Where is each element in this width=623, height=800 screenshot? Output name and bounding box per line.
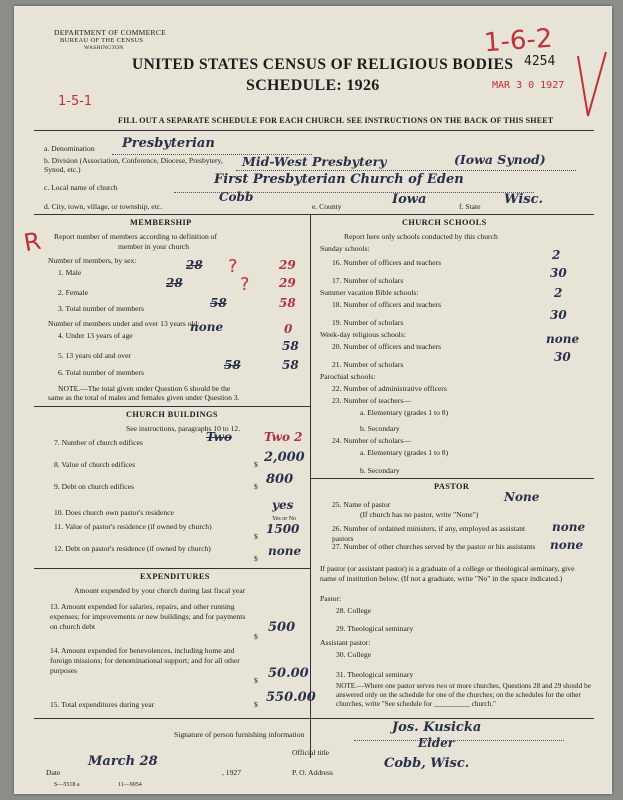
stamp-date: MAR 3 0 1927 [492, 80, 565, 91]
row-2-value: 29 [279, 276, 296, 290]
row-9-label: 9. Debt on church edifices [54, 482, 134, 491]
summer-schools-label: Summer vacation Bible schools: [320, 288, 419, 297]
row-20-value: none [546, 332, 580, 346]
row-10-label: 10. Does church own pastor's residence [54, 508, 174, 517]
row-2-label: 2. Female [58, 288, 88, 297]
row-6-label: 6. Total number of members [58, 368, 145, 377]
row-31-label: 31. Theological seminary [336, 670, 414, 679]
row-4-orig: none [190, 320, 224, 334]
stamp-number: 4254 [524, 54, 556, 69]
sunday-schools-label: Sunday schools: [320, 244, 370, 253]
division-note: (Iowa Synod) [454, 152, 546, 167]
division-label: b. Division (Association, Conference, Diocese, Presbytery, Synod, etc.) [44, 156, 223, 174]
official-title-label: Official title [292, 748, 330, 757]
schools-intro: Report here only schools conducted by this church [344, 232, 498, 241]
row-14-value: 50.00 [268, 666, 309, 681]
row-25-note: (If church has no pastor, write "None") [360, 510, 479, 519]
membership-note-1: NOTE.—The total given under Question 6 should be the [58, 384, 231, 393]
row-8-value: 2,000 [264, 450, 305, 465]
row-3-value: 58 [279, 296, 296, 310]
dollar-sign-15: $ [254, 700, 258, 709]
expenditures-heading: EXPENDITURES [140, 572, 210, 581]
parochial-schools-label: Parochial schools: [320, 372, 376, 381]
row-13-label: 13. Amount expended for salaries, repairs, and other running expenses; for improvements or new buildings; and for payments on church debt [50, 602, 246, 631]
form-number: S—5518 a [54, 782, 80, 788]
dept-name: DEPARTMENT OF COMMERCE [54, 28, 167, 37]
row-1-value: 29 [279, 258, 296, 272]
address-value: Cobb, Wisc. [384, 756, 470, 771]
dollar-sign-14: $ [254, 676, 258, 685]
membership-note-2: same as the total of males and females given under Question 3. [48, 393, 240, 402]
dollar-sign-11: $ [254, 532, 258, 541]
row-17-label: 17. Number of scholars [332, 276, 404, 285]
buildings-heading: CHURCH BUILDINGS [126, 410, 218, 419]
row-24a-label: a. Elementary (grades 1 to 8) [360, 448, 449, 457]
column-divider [310, 214, 311, 758]
row-24b-label: b. Secondary [360, 466, 400, 475]
row-20-label: 20. Number of officers and teachers [332, 342, 442, 351]
rule-membership [34, 406, 310, 407]
row-23a-label: a. Elementary (grades 1 to 8) [360, 408, 449, 417]
row-14-label: 14. Amount expended for benevolences, including home and foreign missions; for denominational support; and for all other purposes [50, 646, 240, 675]
members-by-sex-label: Number of members, by sex: [48, 256, 137, 265]
denomination-label: a. Denomination [44, 144, 95, 153]
year-label: , 1927 [222, 768, 241, 777]
pastor-sub-label: Pastor: [320, 594, 342, 603]
red-question-mark-2: ? [240, 274, 250, 295]
weekday-schools-label: Week-day religious schools: [320, 330, 406, 339]
row-16-label: 16. Number of officers and teachers [332, 258, 442, 267]
college-note: If pastor (or assistant pastor) is a graduate of a college or theological seminary, give name of institution below. (If not a graduate, write "No" in the space indicated.) [320, 564, 575, 583]
state-value: Wisc. [504, 192, 544, 207]
red-question-mark: ? [228, 256, 238, 277]
membership-intro-1: Report number of members according to definition of [54, 232, 218, 241]
dollar-sign-8: $ [254, 460, 258, 469]
row-26-label: 26. Number of ordained ministers, if any, employed as assistant pastors [332, 524, 526, 543]
county-label: e. County [312, 202, 342, 211]
city-value: Cobb [219, 190, 254, 204]
pastor-heading: PASTOR [434, 482, 470, 491]
row-17-value: 30 [550, 266, 567, 280]
census-schedule-sheet [14, 6, 612, 794]
yes-no-hint: Yes or No [272, 516, 297, 522]
row-27-value: none [550, 538, 584, 552]
row-25-value: None [504, 490, 540, 504]
row-7-label: 7. Number of church edifices [54, 438, 143, 447]
row-12-label: 12. Debt on pastor's residence (if owned by church) [54, 544, 211, 553]
red-code-top: 1-6-2 [483, 23, 554, 59]
form-title: UNITED STATES CENSUS OF RELIGIOUS BODIES [132, 56, 514, 73]
membership-intro-2: member in your church [118, 242, 190, 251]
row-15-value: 550.00 [266, 690, 316, 705]
row-28-label: 28. College [336, 606, 372, 615]
row-29-label: 29. Theological seminary [336, 624, 414, 633]
county-value: Iowa [392, 192, 427, 207]
row-12-value: none [268, 544, 302, 558]
row-23b-label: b. Secondary [360, 424, 400, 433]
row-10-value: yes [272, 498, 294, 512]
church-name-label: c. Local name of church [44, 183, 118, 192]
membership-heading: MEMBERSHIP [130, 218, 192, 227]
signature-label: Signature of person furnishing information [174, 730, 305, 739]
row-13-value: 500 [268, 620, 296, 635]
row-18-label: 18. Number of officers and teachers [332, 300, 442, 309]
row-21-label: 21. Number of scholars [332, 360, 404, 369]
row-3-label: 3. Total number of members [58, 304, 145, 313]
row-25-label: 25. Name of pastor [332, 500, 391, 509]
buildings-intro: See instructions, paragraphs 10 to 12. [126, 424, 241, 433]
official-title-value: Elder [418, 736, 455, 750]
dollar-sign-12: $ [254, 554, 258, 563]
rule-bottom [34, 718, 594, 719]
red-r-mark: R [21, 226, 43, 258]
row-11-value: 1500 [266, 522, 300, 536]
rule-ident [34, 214, 594, 215]
schools-heading: CHURCH SCHOOLS [402, 218, 487, 227]
church-name-value: First Presbyterian Church of Eden [214, 172, 464, 187]
print-number: 11—9054 [118, 782, 142, 788]
division-line [236, 170, 576, 171]
city-name: WASHINGTON [84, 45, 124, 51]
age-intro: Number of members under and over 13 years old: [48, 319, 200, 328]
row-8-label: 8. Value of church edifices [54, 460, 136, 469]
row-7-correction: Two 2 [264, 430, 303, 444]
signature-line [354, 740, 564, 741]
signature-value: Jos. Kusicka [392, 720, 482, 735]
row-1-orig: 28 [186, 258, 203, 272]
date-value: March 28 [88, 754, 158, 769]
rule-schools [310, 478, 594, 479]
dollar-sign-9: $ [254, 482, 258, 491]
dollar-sign-13: $ [254, 632, 258, 641]
row-9-value: 800 [266, 472, 294, 487]
state-label: f. State [459, 202, 481, 211]
red-check-mark [574, 46, 610, 126]
row-26-value: none [552, 520, 586, 534]
row-5-label: 5. 13 years old and over [58, 351, 131, 360]
row-4-value: 0 [284, 322, 293, 336]
row-15-label: 15. Total expenditures during year [50, 700, 155, 709]
row-2-orig: 28 [166, 276, 183, 290]
row-23-label: 23. Number of teachers— [332, 396, 411, 405]
row-3-orig: 58 [210, 296, 227, 310]
row-4-label: 4. Under 13 years of age [58, 331, 133, 340]
row-5-value: 58 [282, 339, 299, 353]
row-1-label: 1. Male [58, 268, 82, 277]
rule-top [34, 130, 594, 131]
row-30-label: 30. College [336, 650, 372, 659]
address-label: P. O. Address [292, 768, 333, 777]
row-19-value: 30 [550, 308, 567, 322]
denomination-value: Presbyterian [122, 136, 215, 151]
row-7-value: Two [206, 430, 232, 444]
row-6-orig: 58 [224, 358, 241, 372]
schedule-year: SCHEDULE: 1926 [246, 77, 380, 94]
rule-buildings [34, 568, 310, 569]
row-22-label: 22. Number of administrative officers [332, 384, 447, 393]
row-24-label: 24. Number of scholars— [332, 436, 411, 445]
pastor-note: NOTE.—Where one pastor serves two or more churches, Questions 28 and 29 should be answered only on the schedule for one of the churches; on the schedules for the other churches, write "See schedule for __________ church." [336, 682, 591, 708]
row-16-value: 2 [552, 248, 561, 262]
expenditures-intro: Amount expended by your church during last fiscal year [74, 586, 246, 595]
row-27-label: 27. Number of other churches served by the pastor or his assistants [332, 542, 536, 551]
row-6-value: 58 [282, 358, 299, 372]
schedule-instruction: FILL OUT A SEPARATE SCHEDULE FOR EACH CHURCH. SEE INSTRUCTIONS ON THE BACK OF THIS SHEET [118, 116, 554, 125]
bureau-name: BUREAU OF THE CENSUS [60, 37, 144, 44]
row-21-value: 30 [554, 350, 571, 364]
division-value: Mid-West Presbytery [242, 154, 387, 169]
red-code-left: 1-5-1 [58, 94, 93, 109]
row-18-value: 2 [554, 286, 563, 300]
row-19-label: 19. Number of scholars [332, 318, 404, 327]
date-label: Date [46, 768, 61, 777]
city-label: d. City, town, village, or township, etc. [44, 202, 163, 211]
row-11-label: 11. Value of pastor's residence (if owned by church) [54, 522, 212, 531]
assistant-pastor-label: Assistant pastor: [320, 638, 371, 647]
